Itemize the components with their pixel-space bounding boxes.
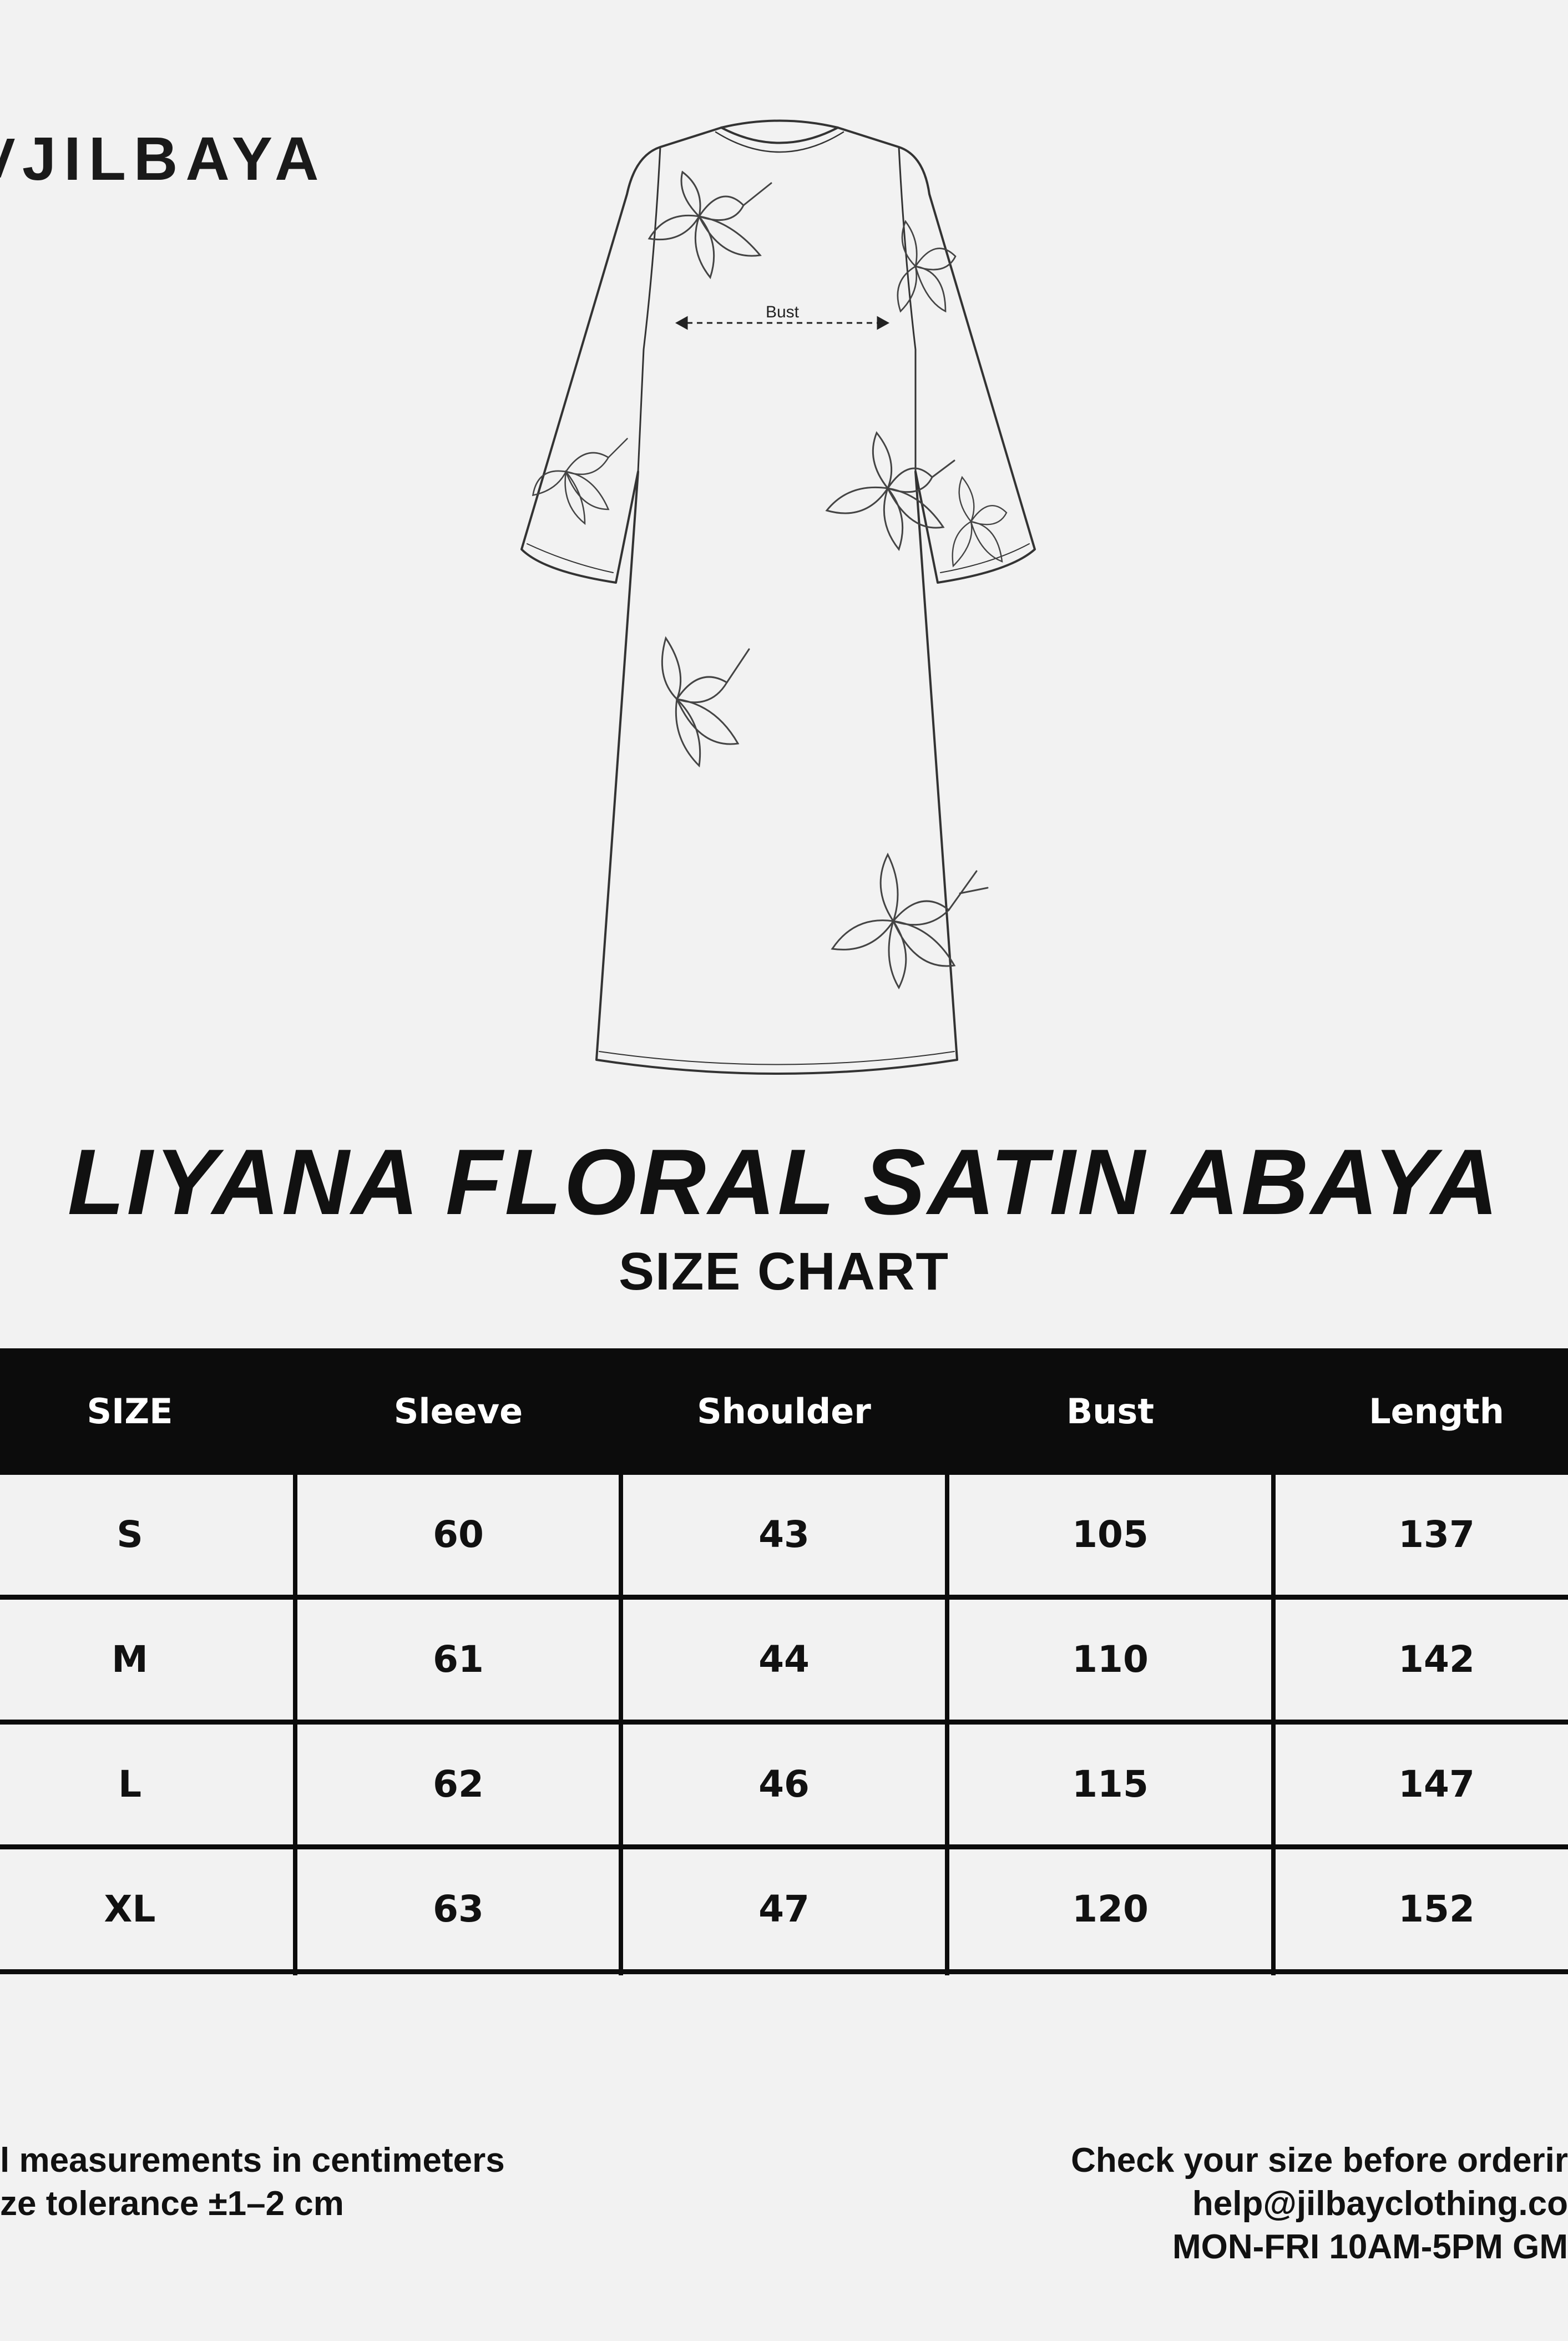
- cell-size: L: [118, 1763, 142, 1806]
- contact-hours: MON-FRI 10AM-5PM GM: [1172, 2228, 1568, 2266]
- flower-motif: [832, 855, 988, 988]
- note-units: l measurements in centimeters: [0, 2141, 505, 2180]
- column-divider: [945, 1475, 949, 1975]
- column-divider: [619, 1475, 623, 1975]
- cell-bust: 105: [1072, 1513, 1149, 1556]
- cell-shoulder: 46: [758, 1763, 810, 1806]
- table-header: [0, 1348, 1568, 1475]
- cell-length: 147: [1398, 1763, 1475, 1806]
- header-size: SIZE: [87, 1391, 173, 1432]
- note-tolerance: ze tolerance ±1–2 cm: [0, 2185, 344, 2223]
- header-shoulder: Shoulder: [697, 1391, 871, 1432]
- cell-size: S: [117, 1513, 143, 1556]
- cell-sleeve: 61: [433, 1638, 484, 1681]
- header-length: Length: [1369, 1391, 1504, 1432]
- flower-motif: [827, 433, 954, 549]
- note-check-size: Check your size before orderir: [1071, 2141, 1568, 2180]
- size-chart-table: [0, 1348, 1568, 1975]
- flower-motif: [662, 638, 749, 766]
- cell-sleeve: 62: [433, 1763, 484, 1806]
- cell-shoulder: 47: [758, 1888, 810, 1930]
- table-row: [0, 1475, 1568, 1600]
- product-title: LIYANA FLORAL SATIN ABAYA: [67, 1130, 1501, 1234]
- flower-motif: [953, 477, 1006, 566]
- cell-size: XL: [104, 1888, 156, 1930]
- column-divider: [1271, 1475, 1276, 1975]
- header-sleeve: Sleeve: [393, 1391, 523, 1432]
- table-row: [0, 1725, 1568, 1849]
- bust-label: Bust: [765, 303, 800, 321]
- logo-mark: [0, 139, 15, 178]
- contact-notes: [1071, 2139, 1568, 2269]
- cell-length: 142: [1398, 1638, 1475, 1681]
- abaya-illustration: [516, 117, 1043, 1093]
- cell-length: 137: [1398, 1513, 1475, 1556]
- cell-bust: 120: [1072, 1888, 1149, 1930]
- cell-shoulder: 43: [758, 1513, 810, 1556]
- page-subtitle: SIZE CHART: [619, 1242, 949, 1301]
- cell-sleeve: 63: [433, 1888, 484, 1930]
- cell-shoulder: 44: [758, 1638, 810, 1681]
- table-row: [0, 1600, 1568, 1725]
- cell-sleeve: 60: [433, 1513, 484, 1556]
- flower-motif: [649, 172, 771, 277]
- table-row: [0, 1849, 1568, 1974]
- cell-bust: 110: [1072, 1638, 1149, 1681]
- brand-name: JILBAYA: [22, 125, 327, 193]
- measurement-notes: [0, 2139, 505, 2226]
- cell-length: 152: [1398, 1888, 1475, 1930]
- cell-size: M: [112, 1638, 148, 1681]
- flower-motif: [533, 439, 628, 524]
- brand-logo: [0, 125, 366, 193]
- header-bust: Bust: [1066, 1391, 1154, 1432]
- cell-bust: 115: [1072, 1763, 1149, 1806]
- contact-email: help@jilbayclothing.co: [1192, 2185, 1568, 2223]
- column-divider: [293, 1475, 297, 1975]
